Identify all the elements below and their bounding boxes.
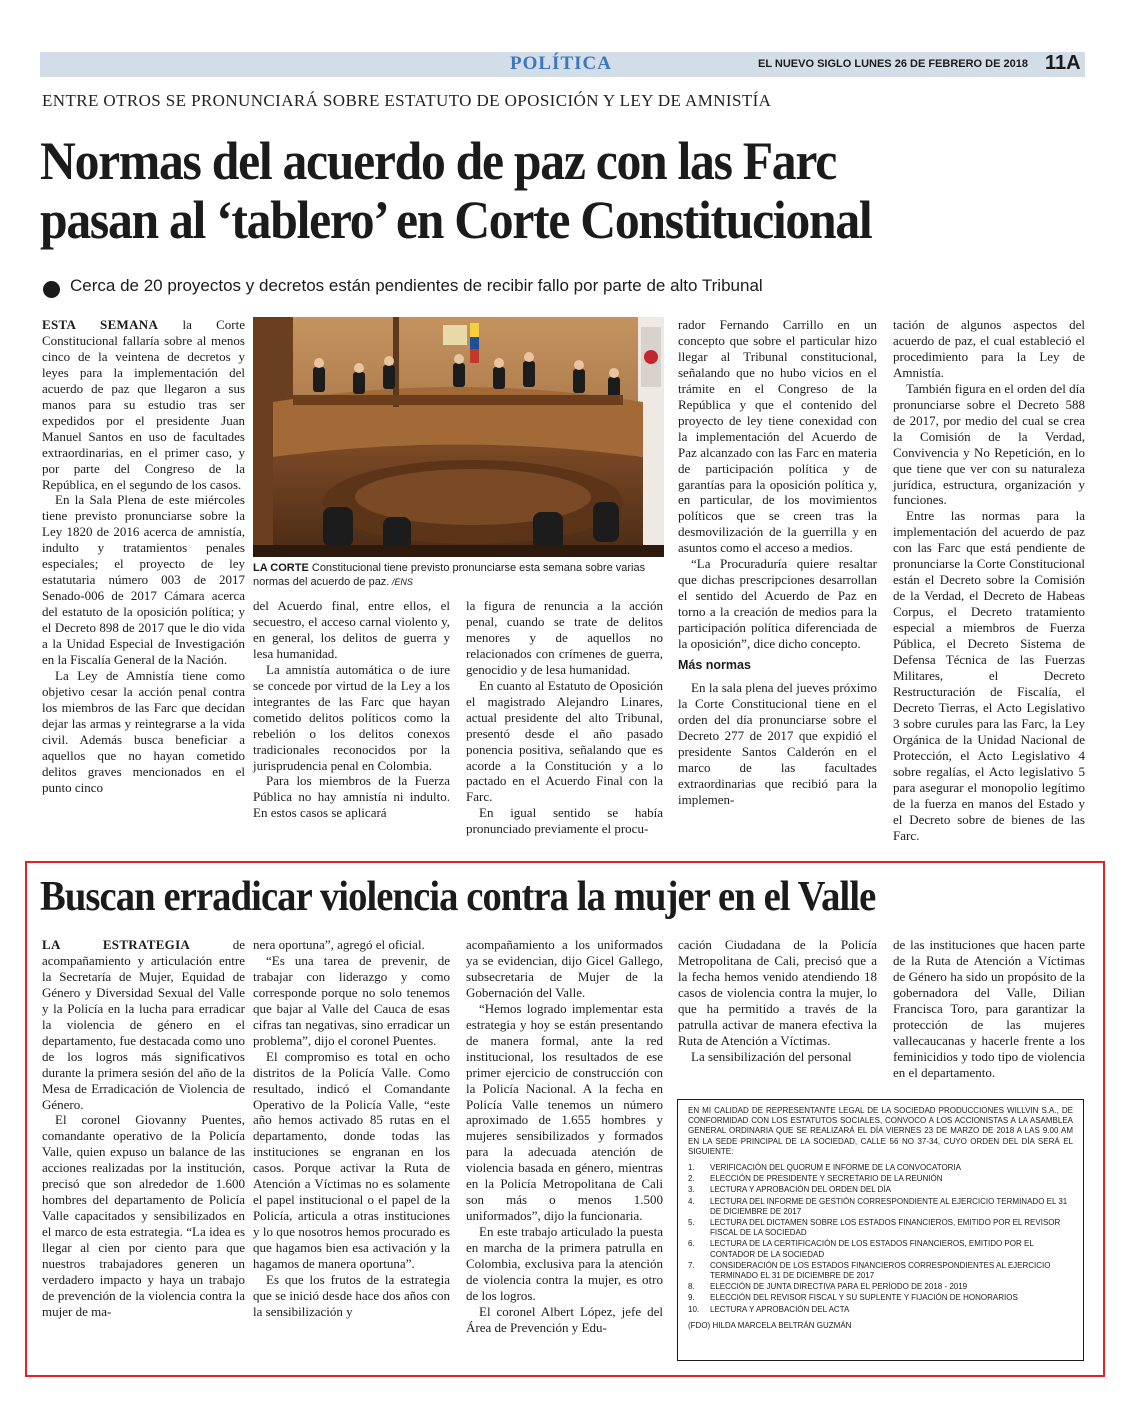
paragraph: Es que los frutos de la estrategia que se inició desde hace dos años con la sensibilización y — [253, 1272, 450, 1319]
paragraph: cación Ciudadana de la Policía Metropolitana de Cali, precisó que a la fecha hemos venido atendiendo 18 casos de violencia contra la mujer, lo que ha permitido a través de la patrulla activar de manera efectiva la Ruta de Atención a Víctimas. — [678, 937, 877, 1048]
page-number: 11A — [1045, 52, 1081, 74]
article1-column-1 — [42, 317, 245, 796]
paragraph: tación de algunos aspectos del acuerdo de paz, el cual estableció el procedimiento para la Ley de Amnistía. — [893, 317, 1085, 380]
section-name: POLÍTICA — [510, 53, 612, 74]
paragraph: Para los miembros de la Fuerza Pública no hay amnistía ni indulto. En estos casos se aplicará — [253, 773, 450, 821]
paragraph: En la sala plena del jueves próximo la Corte Constitucional tiene en el orden del día pronunciarse sobre el Decreto 277 de 2017 que expidió el presidente Santos Calderón en el marco de las facultades extraordinarias que recibió para la implemen- — [678, 679, 877, 807]
paragraph: acompañamiento a los uniformados ya se evidencian, dijo Gicel Gallego, subsecretaria de Mujer de la Gobernación del Valle. — [466, 937, 663, 1000]
newspaper-date: EL NUEVO SIGLO LUNES 26 DE FEBRERO DE 2018 — [758, 58, 1028, 70]
agenda-item: 6. LECTURA DE LA CERTIFICACIÓN DE LOS ESTADOS FINANCIEROS, EMITIDO POR EL CONTADOR DE LA SOCIEDAD — [688, 1239, 1034, 1259]
paragraph: rador Fernando Carrillo en un concepto que sobre el particular hizo llegar al Tribunal constitucional, señalando que no hubo vicios en el trámite en el Congreso de la República y que el contenido del proyecto de ley tiene conexidad con la implementación del Acuerdo de Paz alcanzado con las Farc en materia de participación política y de garantías para la oposición política y, en particular, de los movimientos políticos que se creen tras la desmovilización de la guerrilla y en asuntos como el acceso a medios. — [678, 317, 877, 556]
agenda-item: 9. ELECCIÓN DEL REVISOR FISCAL Y SU SUPLENTE Y FIJACIÓN DE HONORARIOS — [688, 1293, 1018, 1303]
article2-column-1 — [42, 937, 245, 1320]
agenda-item: 7. CONSIDERACIÓN DE LOS ESTADOS FINANCIEROS CORRESPONDIENTES AL EJERCICIO TERMINADO EL 31 DE DICIEMBRE DE 2017 — [688, 1260, 1051, 1281]
subheading: Más normas — [678, 658, 751, 673]
paragraph: El coronel Albert López, jefe del Área de Prevención y Edu- — [466, 1303, 663, 1335]
paragraph: nera oportuna”, agregó el oficial. — [253, 937, 425, 952]
article2-column-3 — [466, 937, 663, 1336]
paragraph: En igual sentido se había pronunciado previamente el procu- — [466, 805, 663, 837]
courtroom-photo-svg — [253, 317, 664, 557]
agenda-item: 4. LECTURA DEL INFORME DE GESTIÓN CORRESPONDIENTE AL EJERCICIO TERMINADO EL 31 DE DICIEMBRE DE 2017 — [688, 1196, 1068, 1216]
article1-column-4 — [678, 317, 877, 808]
article2-column-4 — [678, 937, 877, 1065]
article1-column-3 — [466, 598, 663, 837]
article2-headline: Buscan erradicar violencia contra la mujer en el Valle — [40, 874, 876, 920]
paragraph: El compromiso es total en ocho distritos de la Policía Valle. Como resultado, indicó el Comandante Operativo de la Policía Valle, “este año hemos activado 85 rutas en el departamento, donde todas las instituciones se engranan en los casos. Porque activar la Ruta de Atención a Víctimas no es solamente el papel institucional o el papel de la Policía, articula a otras instituciones y lo que nosotros hemos procurado es que hagamos bien esa activación y la hagamos de manera oportuna”. — [253, 1048, 450, 1272]
paragraph: LA ESTRATEGIA de acompañamiento y articulación entre la Secretaría de Mujer, Equidad de Género y Diversidad Sexual del Valle y la Policía en la lucha para erradicar la violencia de género en el departamento, fue destacada como uno de los logros más significativos durante la primera sesión del año de la Mesa de Erradicación de Violencia de Género. — [42, 937, 245, 1112]
paragraph: “La Procuraduría quiere resaltar que dichas prescripciones desarrollan el sentido del Acuerdo de Paz en torno a la creación de medios para la participación política diferenciada de la oposición”, dice dicho concepto. — [678, 556, 877, 652]
paragraph: En cuanto al Estatuto de Oposición el magistrado Alejandro Linares, actual presidente del alto Tribunal, presentó desde el año pasado ponencia positiva, señalando que es acorde a la Constitución y a lo pactado en el Acuerdo Final con la Farc. — [466, 677, 663, 805]
agenda-list — [688, 1163, 1073, 1315]
paragraph: El coronel Giovanny Puentes, comandante operativo de la Policía Valle, quien expuso un balance de las acciones realizadas por la institución, precisó que son alrededor de 1.600 hombres del departamento de Policía Valle capacitados y sensibilizados en el marco de esta estrategia. “La idea es llegar al cien por ciento para que nuestros trabajadores generen un verdadero impacto y haya un trabajo de prevención de la violencia contra la mujer de ma- — [42, 1112, 245, 1319]
photo-credit: /ENS — [389, 577, 413, 587]
photo-caption: LA CORTE Constitucional tiene previsto pronunciarse esta semana sobre varias normas del acuerdo de paz. /ENS — [253, 562, 646, 588]
paragraph: En la Sala Plena de este miércoles tiene previsto pronunciarse sobre la Ley 1820 de 2016 acerca de amnistía, indulto y tratamientos penales especiales; el proyecto de ley estatutaria número 003 de 2017 Senado-006 de 2017 Cámara acerca del estatuto de la oposición política; y el Decreto 898 de 2017 que le dio vida a la Unidad Especial de Investigación en la Fiscalía General de la Nación. — [42, 492, 245, 668]
article2-column-2 — [253, 937, 450, 1320]
paragraph: La amnistía automática o de iure se concede por virtud de la Ley a los integrantes de las Farc que hayan cometido delitos políticos como la rebelión o los delitos conexos tradicionales reconocidos por la jurisprudencia penal en Colombia. — [253, 661, 450, 773]
notice-intro: EN MI CALIDAD DE REPRESENTANTE LEGAL DE LA SOCIEDAD PRODUCCIONES WILLVIN S.A., DE CONFORMIDAD CON LOS ESTATUTOS SOCIALES, CONVOCO A LOS ACCIONISTAS A LA ASAMBLEA GENERAL ORDINARIA QUE SE REALIZARÁ EL DÍA VIERNES 23 DE MARZO DE 2018 A LAS 9.00 AM EN LA SEDE PRINCIPAL DE LA SOCIEDAD, CALLE 56 NO 37-34, CUYO ORDEN DEL DÍA SERÁ EL SIGUIENTE: — [688, 1106, 1073, 1156]
agenda-item: 8. ELECCIÓN DE JUNTA DIRECTIVA PARA EL PERÍODO DE 2018 - 2019 — [688, 1282, 968, 1292]
bullet-icon — [43, 281, 60, 298]
headline-line-2: pasan al ‘tablero’ en Corte Constitucional — [40, 190, 872, 250]
article-headline — [40, 132, 1015, 250]
paragraph: Entre las normas para la implementación del acuerdo de paz con las Farc que está pendiente de pronunciarse la Corte Constitucional están el Decreto sobre la Comisión de la Verdad, el Decreto de Habeas Corpus, el Decreto tratamiento especial a miembros de Fuerza Pública, el Decreto Sistema de Defensa Técnica de las Fuerzas Militares, el Decreto Restructuración de Fiscalía, el Decreto Tierras, el Acto Legislativo 3 sobre curules para las Farc, la Ley Orgánica de la Unidad Nacional de Protección, el Acto Legislativo 4 sobre regalías, el Acto legislativo 5 para asegurar el monopolio legítimo de la fuerza en manos del Estado y el Decreto sobre de bienes de las Farc. — [893, 508, 1085, 843]
agenda-item: 10. LECTURA Y APROBACIÓN DEL ACTA — [688, 1304, 850, 1314]
assembly-notice-box — [677, 1099, 1084, 1361]
paragraph: “Hemos logrado implementar esta estrategia y hoy se están presentando de manera formal, ante la red institucional, los resultados de ese primer ejercicio de construcción con la Policía Nacional. A la fecha en Policía Valle tenemos un número aproximado de 1.655 hombres y mujeres sensibilizados y formados para la adecuada atención de violencia basada en género, mientras en la Policía Metropolitana de Cali son más o menos 1.500 uniformados”, dijo la funcionaria. — [466, 1000, 663, 1224]
agenda-item: 2. ELECCIÓN DE PRESIDENTE Y SECRETARIO DE LA REUNIÓN — [688, 1174, 943, 1184]
headline-line-1: Normas del acuerdo de paz con las Farc — [40, 131, 836, 191]
paragraph: ESTA SEMANA la Corte Constitucional fallaría sobre al menos cinco de la veintena de decretos y leyes para la implementación del acuerdo de paz que llegaron a sus manos para su estudio tras ser expedidos por el presidente Juan Manuel Santos en uso de facultades extraordinarias, en el primer caso, y por parte del Congreso de la República, en el segundo de los casos. — [42, 317, 245, 492]
paragraph: de las instituciones que hacen parte de la Ruta de Atención a Víctimas de Género ha sido un propósito de la gobernadora del Valle, Dilian Francisca Toro, para garantizar la protección de las mujeres vallecaucanas y hacerle frente a los feminicidios y todo tipo de violencia en el departamento. — [893, 937, 1085, 1080]
paragraph: “Es una tarea de prevenir, de trabajar con liderazgo y como corresponde porque no solo tenemos que bajar al Valle del Cauca de esas cifras tan negativas, sino erradicar un problema”, dijo el coronel Puentes. — [253, 952, 450, 1048]
lead-in: LA ESTRATEGIA — [42, 937, 191, 952]
paragraph: También figura en el orden del día pronunciarse sobre el Decreto 588 de 2017, por medio del cual se crea la Comisión de la Verdad, Convivencia y No Repetición, en lo que tiene que ver con su naturaleza jurídica, estructura, organización y funciones. — [893, 380, 1085, 508]
article1-column-5 — [893, 317, 1085, 843]
courtroom-photo-image — [253, 317, 664, 557]
article1-column-2 — [253, 598, 450, 821]
page-header — [40, 52, 1085, 77]
paragraph: del Acuerdo final, entre ellos, el secuestro, el acceso carnal violento y, en general, los delitos de guerra y lesa humanidad. — [253, 598, 450, 661]
paragraph: la figura de renuncia a la acción penal, cuando se trate de delitos menores y de aquellos no relacionados con crímenes de guerra, genocidio y de lesa humanidad. — [466, 598, 663, 677]
article-kicker: ENTRE OTROS SE PRONUNCIARÁ SOBRE ESTATUTO DE OPOSICIÓN Y LEY DE AMNISTÍA — [42, 91, 772, 110]
agenda-item: 3. LECTURA Y APROBACIÓN DEL ORDEN DEL DÍA — [688, 1185, 891, 1195]
notice-signature: (FDO) HILDA MARCELA BELTRÁN GUZMÁN — [688, 1320, 852, 1330]
paragraph: La sensibilización del personal — [691, 1048, 852, 1064]
paragraph: La Ley de Amnistía tiene como objetivo cesar la acción penal contra los miembros de las Farc que decidan dejar las armas y reintegrarse a la vida civil. Además busca beneficiar a aquellos que no hayan cometido delitos graves mencionados en el punto cinco — [42, 667, 245, 795]
article2-column-5 — [893, 937, 1085, 1081]
paragraph: En este trabajo articulado la puesta en marcha de la primera patrulla en Colombia, exclusiva para la atención de violencia contra la mujer, es otro de los logros. — [466, 1224, 663, 1303]
agenda-item: 5. LECTURA DEL DICTAMEN SOBRE LOS ESTADOS FINANCIEROS, EMITIDO POR EL REVISOR FISCAL DE LA SOCIEDAD — [688, 1218, 1061, 1238]
article-deck: Cerca de 20 proyectos y decretos están pendientes de recibir fallo por parte de alto Tribunal — [70, 276, 763, 295]
caption-lead: LA CORTE — [253, 562, 309, 574]
lead-in: ESTA SEMANA — [42, 317, 159, 332]
agenda-item: 1. VERIFICACIÓN DEL QUORUM E INFORME DE LA CONVOCATORIA — [688, 1163, 961, 1173]
